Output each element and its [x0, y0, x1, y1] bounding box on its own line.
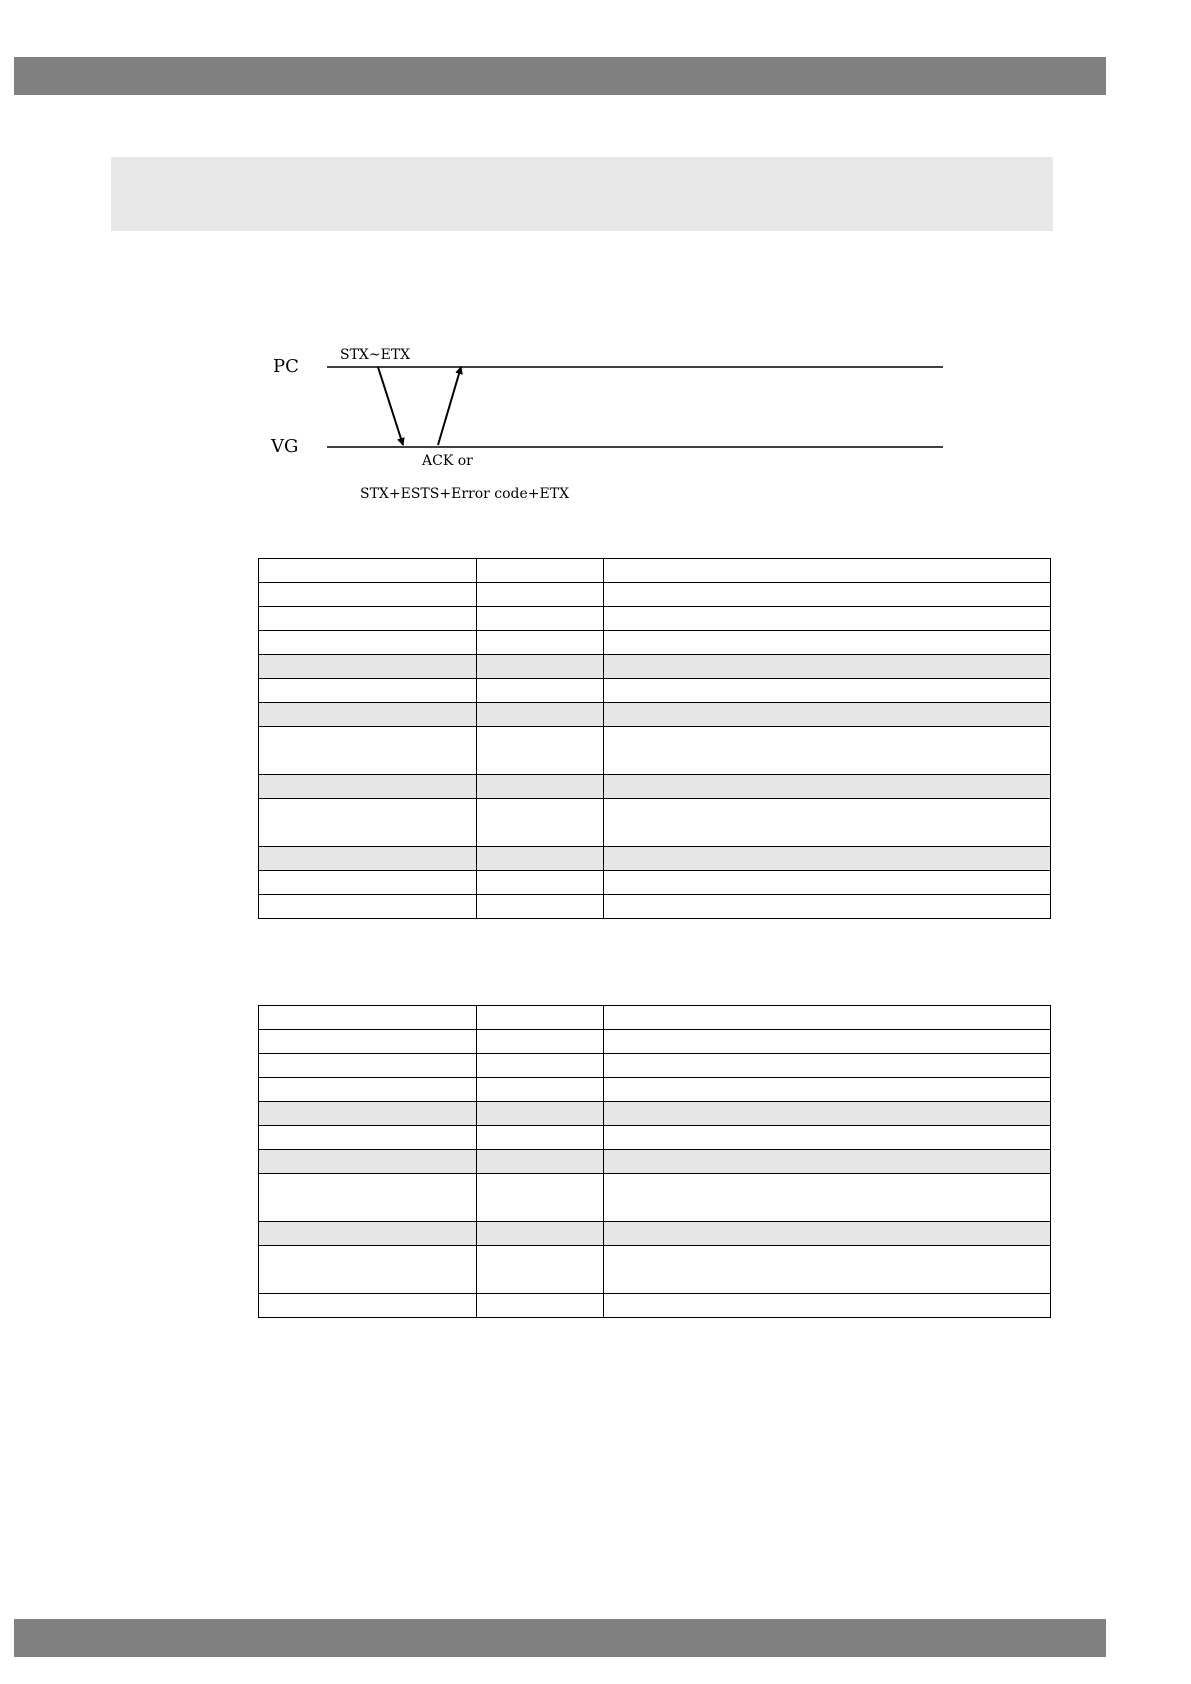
reply-label-line1: ACK or: [422, 453, 473, 469]
table-cell: [259, 775, 477, 799]
table-cell: [259, 1246, 477, 1294]
table-row: [259, 1174, 1051, 1222]
table-cell: [604, 1054, 1051, 1078]
table-cell: [477, 1294, 604, 1318]
table-cell: [477, 655, 604, 679]
table-cell: [477, 1078, 604, 1102]
table-cell: [477, 1222, 604, 1246]
table-row: [259, 1030, 1051, 1054]
send-label: STX~ETX: [340, 347, 411, 363]
table-cell: [259, 1150, 477, 1174]
table-cell: [604, 895, 1051, 919]
table-row: [259, 727, 1051, 775]
table-cell: [477, 1054, 604, 1078]
table-cell: [477, 775, 604, 799]
table-cell: [259, 703, 477, 727]
table-cell: [259, 631, 477, 655]
table-cell: [477, 703, 604, 727]
table-cell: [604, 1078, 1051, 1102]
table-cell: [477, 1126, 604, 1150]
table-cell: [477, 1150, 604, 1174]
table-row: [259, 559, 1051, 583]
table-row: [259, 679, 1051, 703]
table-row: [259, 1126, 1051, 1150]
table-cell: [604, 1006, 1051, 1030]
table-cell: [259, 1294, 477, 1318]
table-cell: [259, 799, 477, 847]
table-cell: [477, 1006, 604, 1030]
table-cell: [604, 1150, 1051, 1174]
table-cell: [259, 1030, 477, 1054]
table-cell: [604, 871, 1051, 895]
command-table-1: [258, 558, 1051, 919]
table-row: [259, 583, 1051, 607]
table-cell: [477, 559, 604, 583]
table-cell: [259, 607, 477, 631]
table-row: [259, 1294, 1051, 1318]
send-arrow: [378, 367, 403, 445]
table-cell: [604, 679, 1051, 703]
command-table-2: [258, 1005, 1051, 1318]
table-cell: [604, 1294, 1051, 1318]
table-cell: [477, 871, 604, 895]
vg-label: VG: [271, 436, 299, 457]
table-row: [259, 1222, 1051, 1246]
table-cell: [477, 1246, 604, 1294]
pc-label: PC: [273, 356, 299, 377]
table-cell: [477, 583, 604, 607]
table-cell: [604, 631, 1051, 655]
table-cell: [604, 583, 1051, 607]
table-cell: [604, 1174, 1051, 1222]
table-row: [259, 1078, 1051, 1102]
table-row: [259, 1150, 1051, 1174]
table-row: [259, 775, 1051, 799]
table-cell: [477, 847, 604, 871]
table-row: [259, 799, 1051, 847]
table-cell: [604, 799, 1051, 847]
table-row: [259, 1246, 1051, 1294]
table-cell: [604, 1222, 1051, 1246]
table-cell: [259, 1006, 477, 1030]
table-row: [259, 1054, 1051, 1078]
reply-label-line2: STX+ESTS+Error code+ETX: [360, 486, 570, 502]
table-cell: [477, 679, 604, 703]
table-cell: [259, 895, 477, 919]
table-cell: [259, 559, 477, 583]
table-row: [259, 607, 1051, 631]
table-cell: [259, 871, 477, 895]
table-cell: [604, 703, 1051, 727]
footer-bar: [14, 1619, 1106, 1657]
table-cell: [604, 775, 1051, 799]
table-cell: [259, 655, 477, 679]
table-cell: [604, 1030, 1051, 1054]
reply-arrow: [438, 367, 461, 445]
table-cell: [259, 583, 477, 607]
table-cell: [477, 799, 604, 847]
table-row: [259, 631, 1051, 655]
table-row: [259, 1006, 1051, 1030]
table-row: [259, 655, 1051, 679]
table-cell: [259, 1174, 477, 1222]
table-cell: [477, 1030, 604, 1054]
table-cell: [604, 655, 1051, 679]
table-cell: [259, 727, 477, 775]
table-cell: [259, 847, 477, 871]
table-cell: [259, 1102, 477, 1126]
table-cell: [259, 1126, 477, 1150]
table-cell: [477, 895, 604, 919]
table-row: [259, 895, 1051, 919]
table-cell: [477, 727, 604, 775]
table-cell: [259, 679, 477, 703]
table-cell: [477, 631, 604, 655]
table-row: [259, 847, 1051, 871]
table-cell: [477, 1102, 604, 1126]
table-row: [259, 703, 1051, 727]
table-cell: [259, 1078, 477, 1102]
table-cell: [604, 607, 1051, 631]
table-cell: [604, 559, 1051, 583]
table-cell: [259, 1054, 477, 1078]
table-cell: [604, 1246, 1051, 1294]
table-row: [259, 871, 1051, 895]
table-cell: [604, 1102, 1051, 1126]
table-cell: [259, 1222, 477, 1246]
communication-timing-diagram: [0, 0, 1191, 520]
table-cell: [477, 607, 604, 631]
table-cell: [477, 1174, 604, 1222]
table-cell: [604, 727, 1051, 775]
table-cell: [604, 1126, 1051, 1150]
table-cell: [604, 847, 1051, 871]
table-row: [259, 1102, 1051, 1126]
